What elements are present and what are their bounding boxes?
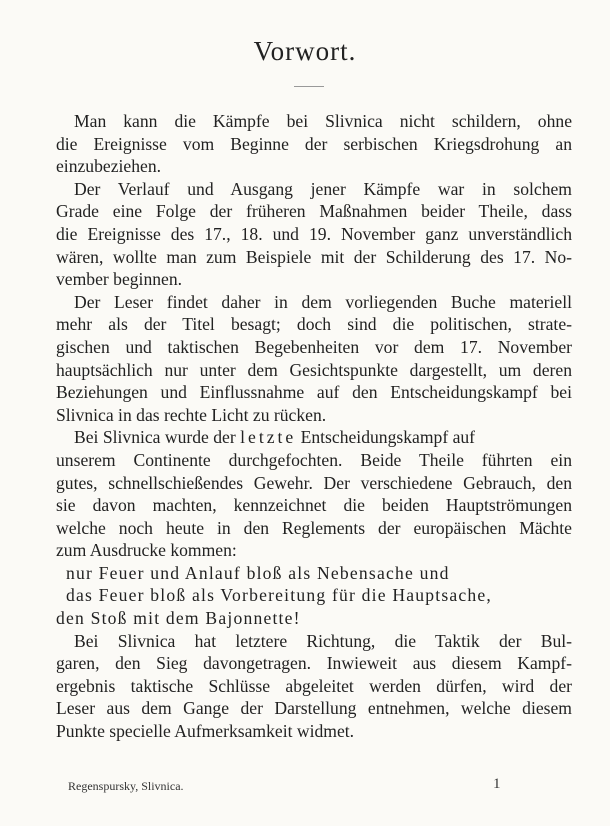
text-line: gischen und taktischen Begebenheiten vor dem 17. November (56, 336, 572, 357)
text-line: Grade eine Folge der früheren Maßnahmen beider Theile, dass (56, 201, 572, 222)
text-line: Punkte specielle Aufmerksamkeit widmet. (56, 721, 355, 742)
page-title: Vorwort. (253, 36, 357, 66)
text-line: sie davon machten, kennzeichnet die beiden Hauptströmungen (56, 495, 572, 516)
running-head: Regenspursky, Slivnica. (68, 779, 184, 793)
text-line: ergebnis taktische Schlüsse abgeleitet werden dürfen, wird der (56, 675, 572, 696)
text-line: zum Ausdrucke kommen: (56, 540, 237, 561)
text-line: Beziehungen und Einflussnahme auf den Entscheidungskampf bei (56, 382, 572, 403)
text-line: Der Leser findet daher in dem vorliegenden Buche materiell (74, 291, 572, 312)
text-line: Bei Slivnica hat letztere Richtung, die Taktik der Bul- (74, 630, 572, 651)
preface-body (56, 110, 572, 743)
text-line: garen, den Sieg davongetragen. Inwieweit aus diesem Kampf- (56, 653, 572, 674)
text-line (56, 426, 572, 449)
text-line: Der Verlauf und Ausgang jener Kämpfe war in solchem (74, 178, 572, 199)
text-line: Man kann die Kämpfe bei Slivnica nicht schildern, ohne (74, 111, 572, 131)
text-line: Leser aus dem Gange der Darstellung entnehmen, welche diesem (56, 698, 572, 719)
text-line: wären, wollte man zum Beispiele mit der Schilderung des 17. No- (56, 246, 572, 267)
title-divider (294, 86, 324, 87)
emphasis-span: letzte (240, 427, 297, 448)
text-line: mehr als der Titel besagt; doch sind die politischen, strate- (56, 314, 572, 335)
text-line: welche noch heute in den Reglements der europäischen Mächte (56, 517, 572, 538)
text-line: vember beginnen. (56, 269, 183, 290)
text-span: Entscheidungskampf auf (296, 427, 476, 448)
text-line: die Ereignisse des 17., 18. und 19. November ganz unverständlich (56, 223, 572, 244)
text-line: einzubeziehen. (56, 156, 162, 177)
text-span: Bei Slivnica wurde der (74, 427, 241, 448)
page-number: 1 (493, 776, 501, 792)
text-line: gutes, schnellschießendes Gewehr. Der verschiedene Gebrauch, den (56, 472, 572, 493)
emphasis-line: den Stoß mit dem Bajonnette! (56, 608, 301, 629)
text-line: die Ereignisse vom Beginne der serbischen Kriegsdrohung an (56, 133, 572, 154)
text-line: Slivnica in das rechte Licht zu rücken. (56, 404, 327, 425)
text-line: unserem Continente durchgefochten. Beide Theile führten ein (56, 449, 572, 470)
emphasis-line: nur Feuer und Anlauf bloß als Nebensache und (66, 562, 450, 583)
text-line: hauptsächlich nur unter dem Gesichtspunkte dargestellt, um deren (56, 359, 572, 380)
emphasis-line: das Feuer bloß als Vorbereitung für die Hauptsache, (66, 585, 493, 606)
